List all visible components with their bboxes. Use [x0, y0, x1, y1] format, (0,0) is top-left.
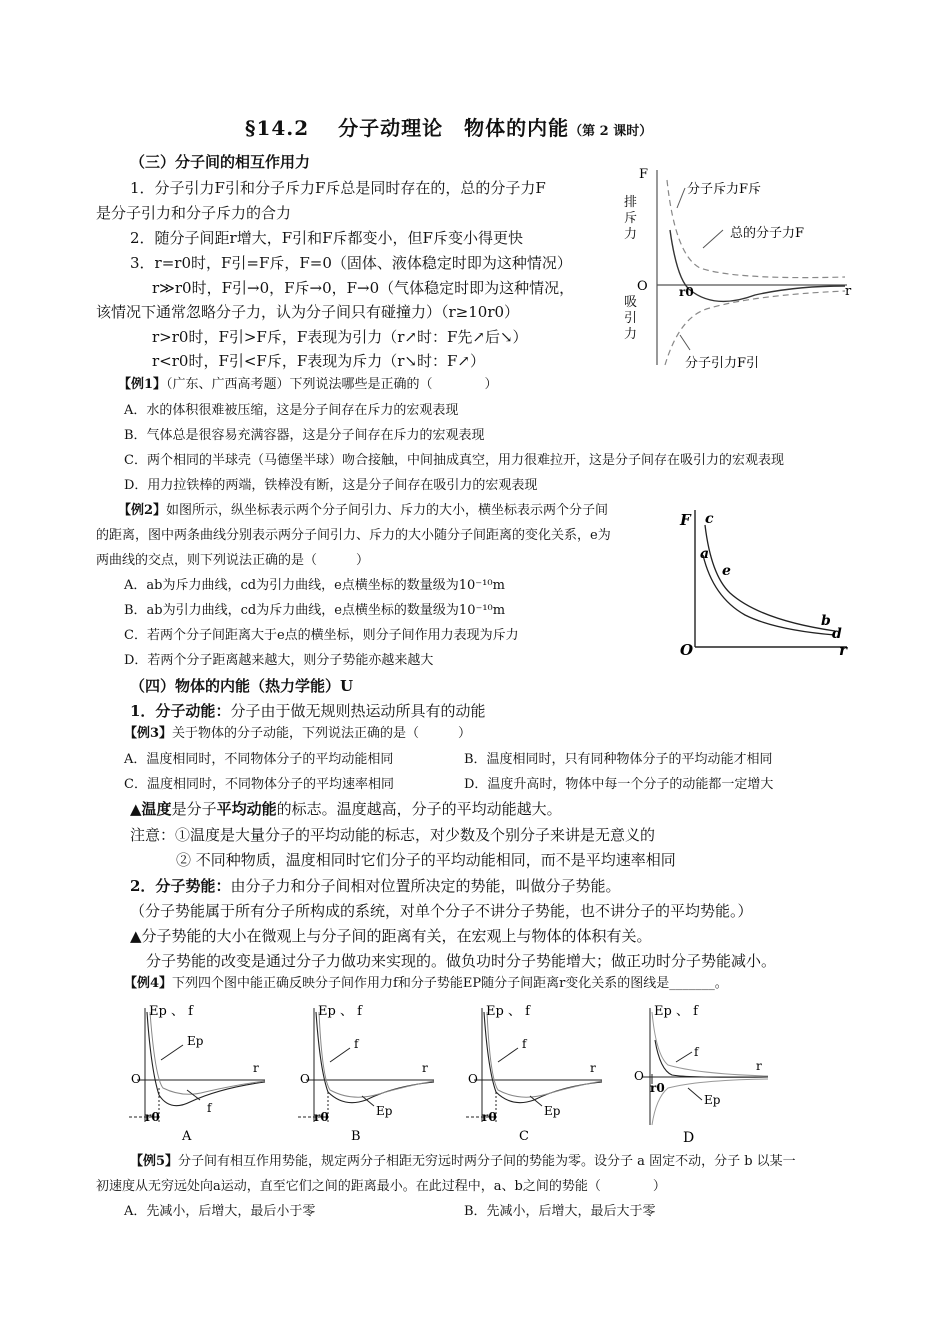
paragraph — [130, 799, 562, 820]
option: C．两个相同的半球壳（马德堡半球）吻合接触，中间抽成真空，用力很难拉开，这是分子间存在吸引力的宏观表现 — [124, 453, 784, 468]
force-curves-figure — [675, 505, 855, 660]
curve-label: a — [700, 546, 710, 562]
axis-label: Ep 、 f — [318, 1004, 362, 1019]
option: C．若两个分子间距离大于e点的横坐标，则分子间作用力表现为斥力 — [124, 628, 519, 643]
ep-label: Ep — [544, 1104, 561, 1118]
example-5-text: 初速度从无穷远处向a运动，直至它们之间的距离最小。在此过程中，a、b之间的势能（ ） — [96, 1179, 666, 1194]
example-2-head: 【例2】 — [118, 503, 167, 518]
repel-axis-label: 排斥力 — [624, 195, 638, 242]
term: 平均动能 — [216, 800, 277, 818]
example-1-head: 【例1】 — [118, 377, 167, 392]
axis-label: r — [422, 1061, 428, 1075]
paragraph: 该情况下通常忽略分子力，认为分子间只有碰撞力）（r≥10r0） — [96, 303, 520, 321]
origin-label: O — [637, 279, 648, 294]
page-title — [245, 112, 652, 141]
option: A．水的体积很难被压缩，这是分子间存在斥力的宏观表现 — [124, 403, 459, 418]
graph-label: C — [519, 1129, 529, 1144]
ep-label: Ep — [187, 1034, 204, 1048]
curve-label: b — [821, 613, 831, 629]
r0-label: r0 — [145, 1110, 160, 1124]
option: D．若两个分子距离越来越大，则分子势能亦越来越大 — [124, 653, 434, 668]
axis-label: Ep 、 f — [654, 1004, 698, 1019]
paragraph — [130, 876, 620, 897]
paragraph: r>r0时，F引>F斥，F表现为引力（r↗时：F先↗后↘） — [152, 328, 528, 346]
example-5-head: 【例5】 — [130, 1154, 179, 1169]
option: B．温度相同时，只有同种物体分子的平均动能才相同 — [464, 752, 773, 767]
paragraph: ▲分子势能的大小在微观上与分子间的距离有关，在宏观上与物体的体积有关。 — [130, 927, 652, 945]
paragraph: 3．r=r0时，F引=F斥，F=0（固体、液体稳定时即为这种情况） — [130, 254, 572, 272]
r0-label: r0 — [482, 1110, 497, 1124]
attract-axis-label: 吸引力 — [624, 295, 638, 342]
section-heading: （四）物体的内能（热力学能）U — [130, 677, 354, 695]
paragraph: 1．分子引力F引和分子斥力F斥总是同时存在的，总的分子力F — [130, 179, 546, 197]
axis-label: r — [253, 1061, 259, 1075]
term: 2．分子势能： — [130, 877, 231, 895]
term-definition: 分子由于做无规则热运动所具有的动能 — [230, 702, 486, 720]
example-2-stem — [118, 502, 608, 520]
axis-label: Ep 、 f — [486, 1004, 530, 1019]
axis-label: r — [756, 1059, 762, 1073]
graph-label: D — [683, 1130, 695, 1146]
paragraph: 是分子引力和分子斥力的合力 — [96, 204, 292, 222]
example-2-text: 两曲线的交点，则下列说法正确的是（ ） — [96, 553, 370, 568]
example-3-text: 关于物体的分子动能，下列说法正确的是（ ） — [172, 726, 472, 741]
origin-label: O — [300, 1072, 310, 1086]
example-2-text: 的距离，图中两条曲线分别表示两分子间引力、斥力的大小随分子间距离的变化关系，e为 — [96, 528, 611, 543]
paragraph: ② 不同种物质，温度相同时它们分子的平均动能相同，而不是平均速率相同 — [176, 851, 676, 869]
example-4-stem — [124, 975, 728, 993]
paragraph: r≫r0时，F引→0，F斥→0，F→0（气体稳定时即为这种情况， — [152, 279, 575, 297]
option: A．ab为斥力曲线，cd为引力曲线，e点横坐标的数量级为10⁻¹⁰m — [124, 578, 505, 593]
text: 的标志。温度越高，分子的平均动能越大。 — [276, 800, 562, 818]
option: B．先减小，后增大，最后大于零 — [464, 1204, 656, 1219]
r0-label: r0 — [679, 285, 694, 299]
term: 1．分子动能： — [130, 702, 231, 720]
option: B．ab为引力曲线，cd为斥力曲线，e点横坐标的数量级为10⁻¹⁰m — [124, 603, 506, 618]
axis-label: F — [680, 511, 691, 529]
paragraph: （分子势能属于所有分子所构成的系统，对单个分子不讲分子势能，也不讲分子的平均势能。） — [130, 902, 753, 920]
example-5-stem — [130, 1153, 796, 1171]
graph-b — [294, 1000, 449, 1145]
axis-label: r — [839, 641, 847, 659]
origin-label: O — [131, 1072, 141, 1086]
axis-label: Ep 、 f — [149, 1004, 193, 1019]
example-4-head: 【例4】 — [124, 976, 173, 991]
molecular-force-figure — [615, 160, 865, 375]
graph-a — [125, 1000, 280, 1145]
paragraph: 2．随分子间距r增大，F引和F斥都变小，但F斥变小得更快 — [130, 229, 523, 247]
triangle-icon: ▲ — [130, 800, 142, 818]
f-label: f — [354, 1037, 359, 1051]
text: 是分子 — [171, 800, 217, 818]
r0-label: r0 — [314, 1110, 329, 1124]
option: A．先减小，后增大，最后小于零 — [124, 1204, 316, 1219]
paragraph: r<r0时，F引<F斥，F表现为斥力（r↘时：F↗） — [152, 352, 485, 370]
origin-label: O — [680, 641, 694, 659]
curve-label: d — [832, 626, 842, 642]
option: A．温度相同时，不同物体分子的平均动能相同 — [124, 752, 394, 767]
ep-label: Ep — [376, 1104, 393, 1118]
option: D．用力拉铁棒的两端，铁棒没有断，这是分子间存在吸引力的宏观表现 — [124, 478, 538, 493]
title-suffix: （第 2 课时） — [569, 124, 653, 139]
attract-force-label: 分子引力F引 — [685, 356, 760, 371]
example-1-text: （广东、广西高考题）下列说法哪些是正确的（ ） — [166, 377, 498, 392]
paragraph — [130, 701, 485, 722]
graph-d — [628, 1000, 783, 1148]
axis-label: r — [845, 284, 852, 299]
repel-force-label: 分子斥力F斥 — [687, 182, 762, 197]
graph-label: A — [182, 1129, 192, 1144]
paragraph: 分子势能的改变是通过分子力做功来实现的。做负功时分子势能增大；做正功时分子势能减小。 — [146, 952, 777, 970]
example-5-text: 分子间有相互作用势能，规定两分子相距无穷远时两分子间的势能为零。设分子 a 固定不动，分子 b 以某一 — [178, 1154, 796, 1169]
example-3-head: 【例3】 — [124, 726, 173, 741]
graph-label: B — [351, 1129, 361, 1144]
intersection-label: e — [722, 563, 731, 579]
title-text: §14.2 分子动理论 物体的内能 — [245, 116, 570, 140]
f-label: f — [207, 1101, 212, 1115]
term-definition: 由分子力和分子间相对位置所决定的势能，叫做分子势能。 — [230, 877, 621, 895]
r0-label: r0 — [650, 1081, 665, 1095]
f-label: f — [522, 1037, 527, 1051]
origin-label: O — [634, 1069, 644, 1083]
option: D．温度升高时，物体中每一个分子的动能都一定增大 — [464, 777, 774, 792]
example-3-stem — [124, 725, 471, 743]
option: B．气体总是很容易充满容器，这是分子间存在斥力的宏观表现 — [124, 428, 485, 443]
graph-c — [462, 1000, 617, 1145]
ep-label: Ep — [704, 1093, 721, 1107]
section-heading: （三）分子间的相互作用力 — [130, 153, 311, 171]
example-1-stem — [118, 376, 498, 394]
origin-label: O — [468, 1072, 478, 1086]
example-4-text: 下列四个图中能正确反映分子间作用力f和分子势能EP随分子间距离r变化关系的图线是_______。 — [172, 976, 728, 991]
term: 温度 — [141, 800, 172, 818]
f-label: f — [694, 1045, 699, 1059]
axis-label: F — [639, 167, 649, 182]
curve-label: c — [705, 511, 714, 527]
option: C．温度相同时，不同物体分子的平均速率相同 — [124, 777, 394, 792]
total-force-label: 总的分子力F — [730, 226, 805, 241]
axis-label: r — [590, 1061, 596, 1075]
example-2-text: 如图所示，纵坐标表示两个分子间引力、斥力的大小，横坐标表示两个分子间 — [166, 503, 609, 518]
paragraph: 注意：①温度是大量分子的平均动能的标志，对少数及个别分子来讲是无意义的 — [130, 826, 656, 844]
